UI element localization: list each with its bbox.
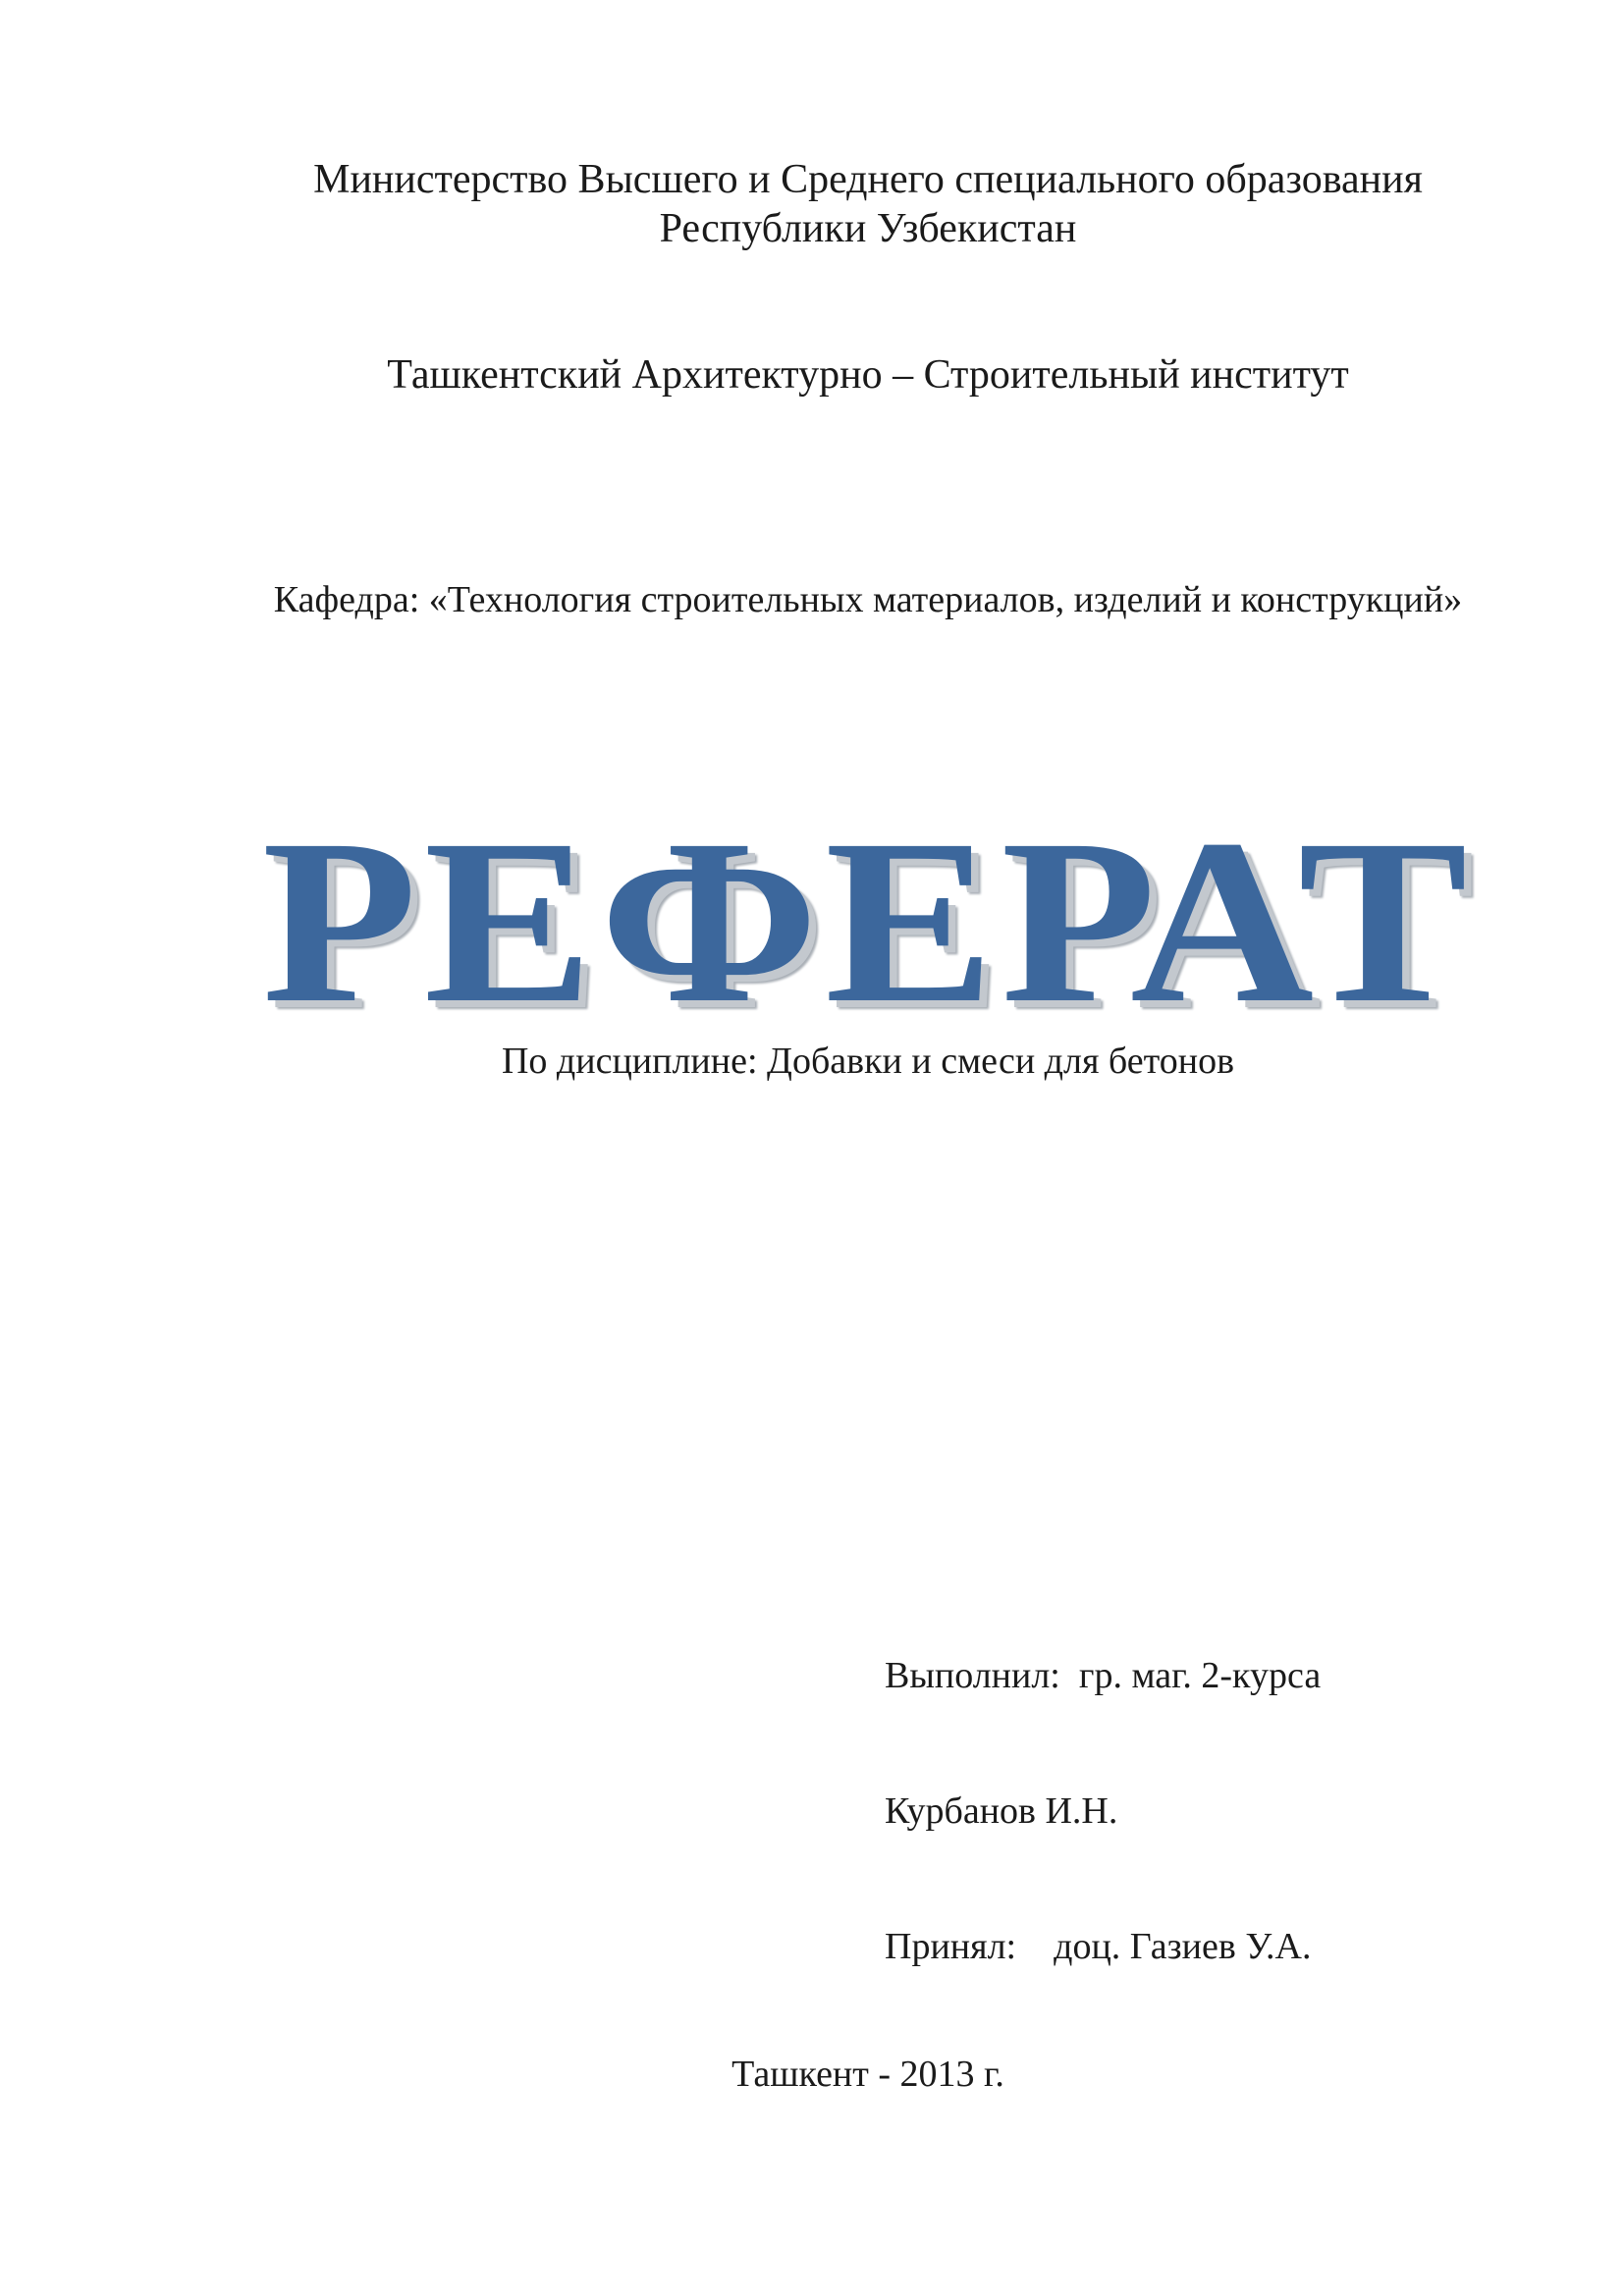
ministry-heading — [56, 155, 1624, 253]
ministry-line-1: Министерство Высшего и Среднего специального образования — [313, 157, 1423, 202]
performed-by-line: Выполнил: гр. маг. 2-курса — [885, 1655, 1322, 1696]
document-title: РЕФЕРАТ — [261, 790, 1475, 1051]
department-name: Кафедра: «Технология строительных материалов, изделий и конструкций» — [273, 579, 1463, 620]
discipline-line: По дисциплине: Добавки и смеси для бетонов — [501, 1041, 1235, 1082]
institute-name: Ташкентский Архитектурно – Строительный институт — [387, 352, 1349, 398]
city-year: Ташкент - 2013 г. — [731, 2054, 1004, 2095]
student-name: Курбанов И.Н. — [885, 1790, 1118, 1832]
signature-block — [885, 1563, 1321, 2059]
accepted-by-line: Принял: доц. Газиев У.А. — [885, 1926, 1312, 1967]
ministry-line-2: Республики Узбекистан — [659, 206, 1077, 251]
